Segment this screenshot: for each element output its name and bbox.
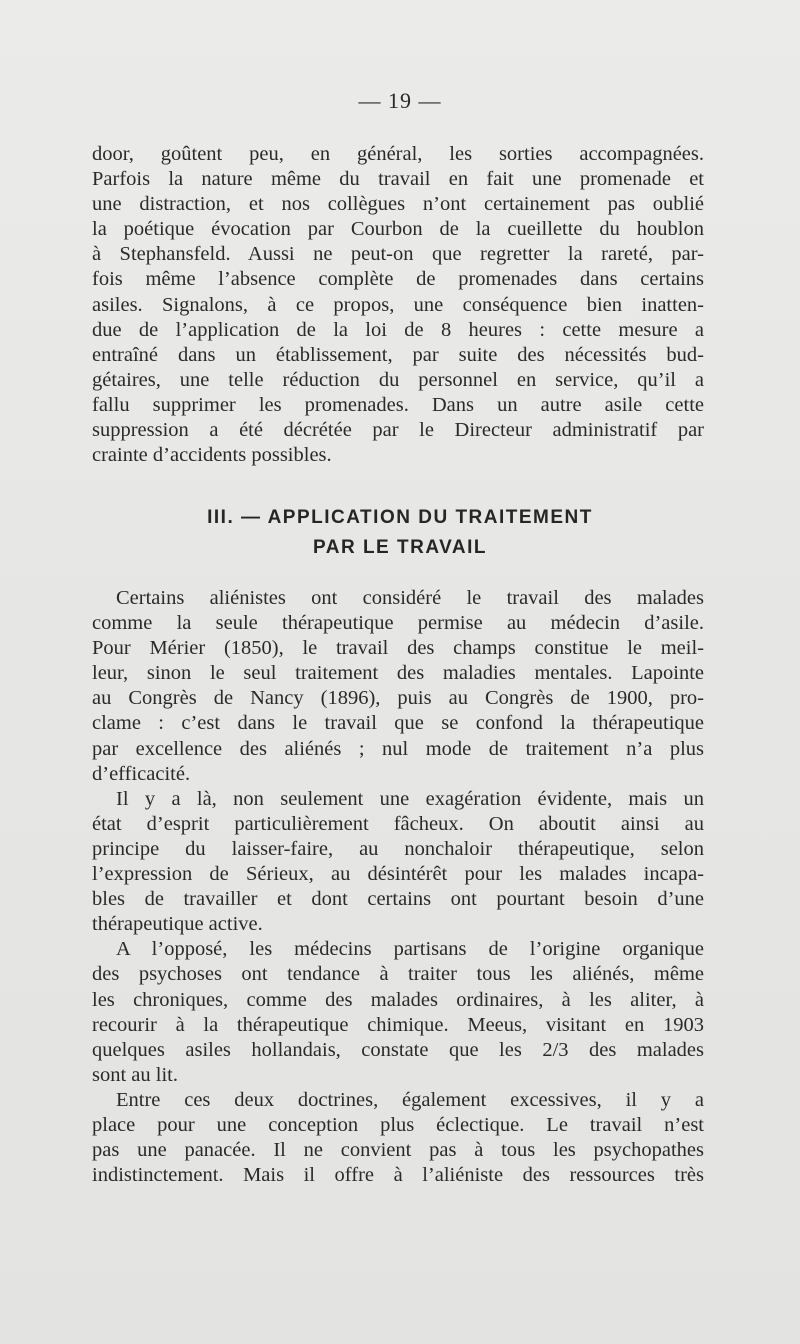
text-line: principe du laisser-faire, au nonchaloir thérapeutique, selon [92,837,704,860]
text-line: état d’esprit particulièrement fâcheux. On aboutit ainsi au [92,812,704,835]
text-line: indistinctement. Mais il offre à l’aliéniste des ressources très [92,1164,704,1187]
text-line: fois même l’absence complète de promenades dans certains [92,268,704,291]
text-line: door, goûtent peu, en général, les sorties accompagnées. [92,143,704,165]
text-line: Il y a là, non seulement une exagération évidente, mais un [116,787,704,810]
text-line: quelques asiles hollandais, constate que les 2/3 des malades [92,1038,704,1061]
text-line: au Congrès de Nancy (1896), puis au Congrès de 1900, pro- [92,687,704,710]
text-line: d’efficacité. [92,762,191,785]
text-line: sont au lit. [92,1063,178,1086]
opening-paragraph [92,142,704,468]
text-line: comme la seule thérapeutique permise au médecin d’asile. [92,612,704,635]
text-line: une distraction, et nos collègues n’ont certainement pas oublié [92,193,704,216]
text-line: clame : c’est dans le travail que se confond la thérapeutique [92,712,704,735]
text-line: les chroniques, comme des malades ordinaires, à les aliter, à [92,988,704,1011]
text-line: fallu supprimer les promenades. Dans un autre asile cette [92,393,704,416]
text-line: leur, sinon le seul traitement des maladies mentales. Lapointe [92,662,704,685]
text-line: à Stephansfeld. Aussi ne peut-on que regretter la rareté, par- [92,243,704,266]
section-heading-line-1: III. — APPLICATION DU TRAITEMENT [207,507,593,528]
text-line: Pour Mérier (1850), le travail des champs constitue le meil- [92,637,704,660]
section-body [92,586,704,1188]
text-line: place pour une conception plus éclectique. Le travail n’est [92,1113,704,1136]
text-line: Parfois la nature même du travail en fait une promenade et [92,168,704,191]
text-line: Entre ces deux doctrines, également excessives, il y a [116,1088,704,1111]
text-line: des psychoses ont tendance à traiter tous les aliénés, même [92,963,704,986]
text-line: Certains aliénistes ont considéré le travail des malades [116,587,704,609]
text-line: la poétique évocation par Courbon de la cueillette du houblon [92,218,704,241]
text-line: gétaires, une telle réduction du personnel en service, qu’il a [92,368,704,391]
text-line: A l’opposé, les médecins partisans de l’origine organique [116,938,704,961]
text-line: thérapeutique active. [92,913,263,936]
text-line: suppression a été décrétée par le Directeur administratif par [92,419,704,442]
text-line: entraîné dans un établissement, par suite des nécessités bud- [92,343,704,366]
text-line: crainte d’accidents possibles. [92,444,332,467]
page-number: — 19 — [358,88,442,113]
section-heading-line-2: PAR LE TRAVAIL [312,537,488,558]
text-line: due de l’application de la loi de 8 heures : cette mesure a [92,318,704,341]
text-line: pas une panacée. Il ne convient pas à tous les psychopathes [92,1139,704,1162]
text-line: l’expression de Sérieux, au désintérêt pour les malades incapa- [92,863,704,886]
text-line: asiles. Signalons, à ce propos, une conséquence bien inatten- [92,293,704,316]
text-line: bles de travailler et dont certains ont pourtant besoin d’une [92,888,704,911]
text-line: recourir à la thérapeutique chimique. Meeus, visitant en 1903 [92,1013,704,1036]
text-line: par excellence des aliénés ; nul mode de traitement n’a plus [92,737,704,760]
